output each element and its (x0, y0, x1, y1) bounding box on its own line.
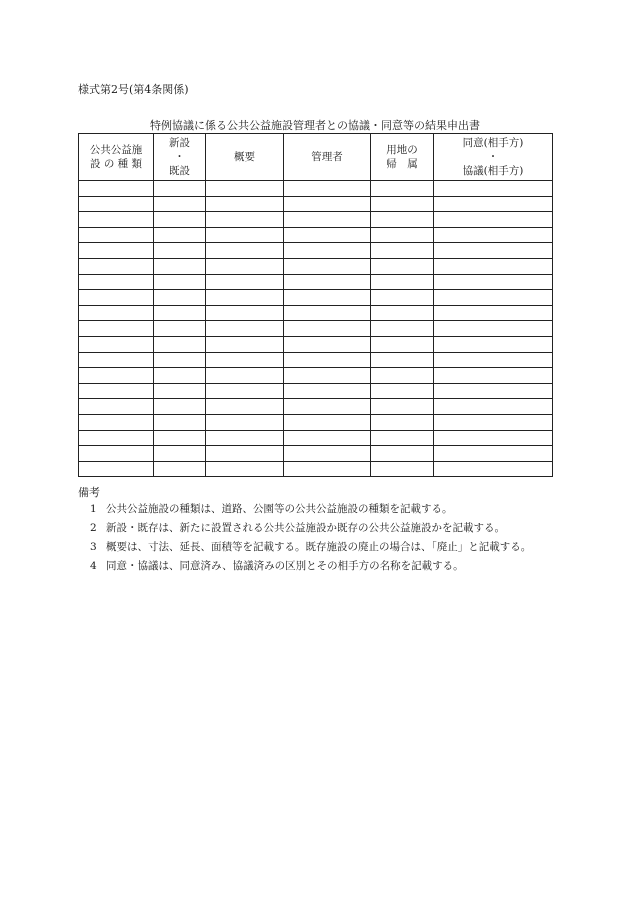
table-row (79, 352, 553, 368)
table-cell (154, 196, 206, 212)
table-cell (206, 258, 284, 274)
header-land-ownership-line2: 帰 属 (386, 158, 418, 170)
document-title: 特例協議に係る公共公益施設管理者との協議・同意等の結果申出書 (150, 119, 480, 132)
table-cell (79, 321, 154, 337)
table-cell (206, 290, 284, 306)
table-cell (371, 399, 434, 415)
table-cell (284, 290, 371, 306)
table-row (79, 212, 553, 228)
table-cell (284, 274, 371, 290)
table-cell (284, 414, 371, 430)
table-cell (154, 212, 206, 228)
table-cell (154, 414, 206, 430)
table-cell (206, 321, 284, 337)
table-cell (79, 290, 154, 306)
table-cell (206, 274, 284, 290)
note-item (90, 500, 560, 519)
table-cell (79, 461, 154, 477)
table-cell (371, 290, 434, 306)
table-cell (206, 336, 284, 352)
table-cell (371, 181, 434, 197)
table-cell (154, 227, 206, 243)
table-cell (434, 321, 553, 337)
table-cell (371, 446, 434, 462)
note-text: 新設・既存は、新たに設置される公共公益施設か既存の公共公益施設かを記載する。 (106, 522, 505, 534)
table-cell (434, 227, 553, 243)
note-number: 2 (90, 522, 97, 534)
table-cell (284, 368, 371, 384)
table-cell (434, 383, 553, 399)
table-cell (371, 212, 434, 228)
table-cell (79, 352, 154, 368)
table-cell (371, 430, 434, 446)
table-cell (284, 321, 371, 337)
table-cell (79, 430, 154, 446)
table-cell (284, 227, 371, 243)
notes-list (90, 500, 560, 576)
table-cell (371, 258, 434, 274)
table-cell (371, 321, 434, 337)
table-cell (434, 243, 553, 259)
note-text: 概要は、寸法、延長、面積等を記載する。既存施設の廃止の場合は、「廃止」と記載する。 (106, 541, 532, 553)
table-cell (154, 399, 206, 415)
table-cell (154, 430, 206, 446)
header-consent-consultation (434, 134, 553, 181)
table-cell (284, 196, 371, 212)
table-cell (79, 414, 154, 430)
note-item (90, 519, 560, 538)
table-cell (284, 181, 371, 197)
table-cell (434, 258, 553, 274)
table-cell (284, 430, 371, 446)
note-number: 4 (90, 560, 97, 572)
table-cell (206, 368, 284, 384)
table-cell (434, 181, 553, 197)
table-cell (284, 336, 371, 352)
table-cell (79, 368, 154, 384)
table-cell (284, 383, 371, 399)
table-cell (434, 336, 553, 352)
table-cell (154, 383, 206, 399)
table-cell (206, 352, 284, 368)
table-row (79, 430, 553, 446)
table-cell (284, 461, 371, 477)
table-row (79, 321, 553, 337)
note-number: 1 (90, 503, 97, 515)
notes-heading: 備考 (78, 486, 100, 499)
header-consent-line1: 同意(相手方) (462, 137, 524, 149)
table-cell (284, 212, 371, 228)
table-cell (79, 196, 154, 212)
table-cell (371, 414, 434, 430)
table-row (79, 274, 553, 290)
table-cell (79, 383, 154, 399)
header-new-existing (154, 134, 206, 181)
table-row (79, 181, 553, 197)
note-text: 公共公益施設の種類は、道路、公園等の公共公益施設の種類を記載する。 (106, 503, 453, 515)
table-row (79, 227, 553, 243)
table-cell (206, 305, 284, 321)
table-cell (154, 274, 206, 290)
table-cell (154, 258, 206, 274)
table-cell (206, 446, 284, 462)
table-cell (371, 383, 434, 399)
table-cell (154, 243, 206, 259)
note-item (90, 557, 560, 576)
table-cell (284, 305, 371, 321)
table-cell (206, 243, 284, 259)
table-cell (284, 243, 371, 259)
table-cell (154, 321, 206, 337)
table-cell (79, 181, 154, 197)
table-cell (434, 399, 553, 415)
table-cell (371, 352, 434, 368)
header-consent-line3: 協議(相手方) (462, 165, 524, 177)
table-cell (284, 446, 371, 462)
table-cell (371, 368, 434, 384)
header-new-existing-line3: 既設 (169, 165, 190, 177)
header-manager (284, 134, 371, 181)
table-cell (154, 352, 206, 368)
table-cell (206, 196, 284, 212)
table-cell (79, 399, 154, 415)
header-facility-type-line2: 設 の 種 類 (89, 158, 142, 170)
table-cell (371, 274, 434, 290)
table-cell (371, 196, 434, 212)
result-report-table (78, 133, 553, 477)
table-header-row (79, 134, 553, 181)
table-cell (371, 305, 434, 321)
header-land-ownership-line1: 用地の (386, 144, 418, 156)
table-cell (434, 274, 553, 290)
table-cell (79, 305, 154, 321)
table-row (79, 368, 553, 384)
table-cell (79, 243, 154, 259)
table-cell (434, 352, 553, 368)
table-cell (434, 446, 553, 462)
table-cell (154, 290, 206, 306)
table-cell (154, 461, 206, 477)
header-new-existing-line2: ・ (174, 151, 185, 163)
table-cell (434, 305, 553, 321)
table-cell (79, 274, 154, 290)
table-cell (371, 227, 434, 243)
table-cell (284, 258, 371, 274)
header-facility-type (79, 134, 154, 181)
header-facility-type-line1: 公共公益施 (89, 144, 143, 156)
table-cell (154, 181, 206, 197)
table-cell (154, 305, 206, 321)
table-row (79, 414, 553, 430)
table-cell (434, 461, 553, 477)
table-row (79, 336, 553, 352)
form-number-label: 様式第2号(第4条関係) (78, 83, 189, 96)
table-row (79, 196, 553, 212)
table-cell (434, 368, 553, 384)
header-summary-line1: 概要 (234, 151, 255, 163)
table-cell (206, 383, 284, 399)
table-cell (206, 227, 284, 243)
table-cell (79, 336, 154, 352)
table-row (79, 290, 553, 306)
header-new-existing-line1: 新設 (169, 137, 190, 149)
table-cell (371, 461, 434, 477)
table-cell (284, 352, 371, 368)
header-land-ownership (371, 134, 434, 181)
table-cell (206, 212, 284, 228)
table-row (79, 399, 553, 415)
table-row (79, 305, 553, 321)
table-cell (371, 243, 434, 259)
table-row (79, 258, 553, 274)
table-cell (434, 196, 553, 212)
table-row (79, 243, 553, 259)
table-cell (371, 336, 434, 352)
table-cell (284, 399, 371, 415)
table-cell (434, 212, 553, 228)
table-cell (206, 430, 284, 446)
table-cell (154, 336, 206, 352)
header-summary (206, 134, 284, 181)
table-body (79, 181, 553, 477)
table-cell (434, 430, 553, 446)
table-cell (154, 368, 206, 384)
table-row (79, 383, 553, 399)
header-manager-line1: 管理者 (311, 151, 343, 163)
note-text: 同意・協議は、同意済み、協議済みの区別とその相手方の名称を記載する。 (106, 560, 464, 572)
table-cell (79, 446, 154, 462)
table-cell (434, 414, 553, 430)
table-cell (154, 446, 206, 462)
table-cell (206, 399, 284, 415)
table-row (79, 446, 553, 462)
header-consent-line2: ・ (487, 151, 499, 163)
table-cell (206, 181, 284, 197)
table-row (79, 461, 553, 477)
table-cell (79, 212, 154, 228)
note-item (90, 538, 560, 557)
table-cell (79, 258, 154, 274)
note-number: 3 (90, 541, 97, 553)
table-cell (79, 227, 154, 243)
table-cell (206, 461, 284, 477)
table-cell (434, 290, 553, 306)
table-cell (206, 414, 284, 430)
